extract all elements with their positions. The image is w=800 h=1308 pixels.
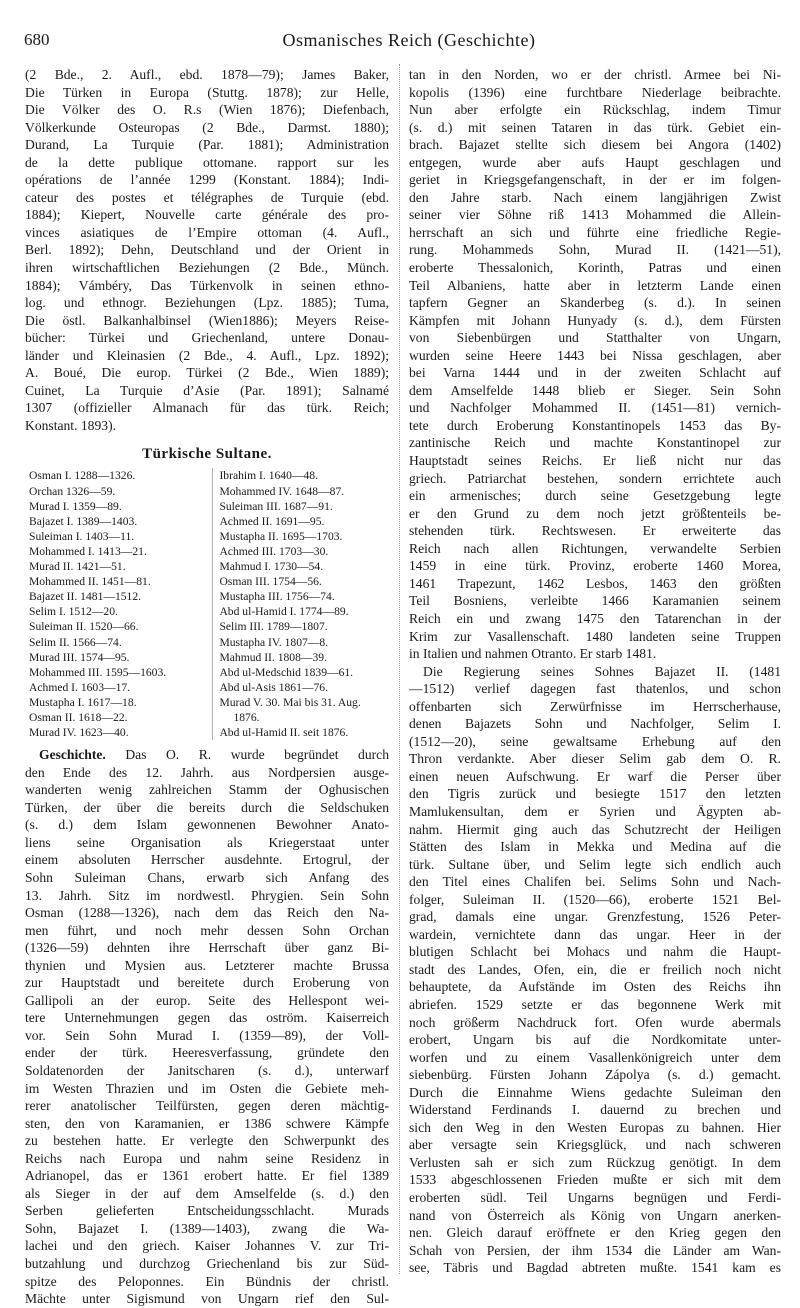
text-line: den Jahre starb. Nach einem langjährigen Zwist: [409, 189, 781, 205]
text-line: vor. Sein Sohn Murad I. (1359—89), der Voll-: [25, 1027, 389, 1043]
text-line: noch größerm Nachdruck fort. Ofen wurde abermals: [409, 1014, 781, 1030]
text-line: liens seine Organisation als Kriegerstaat unter: [25, 834, 389, 850]
text-line: ein armenisches; durch seine Gesetzgebung legte: [409, 488, 781, 504]
text-line: spitze des Peloponnes. Ein Bündnis der christl.: [25, 1273, 389, 1289]
sultan-entry: Bajazet I. 1389—1403.: [29, 514, 138, 528]
text-line: Durand, La Turquie (Par. 1881); Administration: [25, 137, 389, 153]
text-line: Sohn, Bajazet I. (1389—1403), zwang die Wa-: [25, 1220, 389, 1236]
text-line: Durch die Einnahme Wiens gedachte Suleiman den: [409, 1084, 781, 1100]
sultan-entry: Mustapha I. 1617—18.: [29, 695, 137, 709]
sultans-list: [29, 468, 389, 740]
text-line: aber versagte sein Kriegsglück, und nach schweren: [409, 1137, 781, 1153]
sultan-entry: Mohammed IV. 1648—87.: [219, 484, 345, 498]
text-line: Reich ein und zwang 1475 den Tatarenchan in der: [409, 610, 781, 626]
text-line: erobert, Ungarn bis auf die Nordkomitate unter-: [409, 1032, 781, 1048]
text-line: wanderten wenig zahlreichen Stamm der Oghusischen: [25, 782, 389, 798]
text-line: 13. Jahrh. Sitz im nordwestl. Phrygien. Sein Sohn: [25, 887, 389, 903]
text-line: den Tigris zurück und besiegte 1517 den letzten: [409, 786, 781, 802]
text-line: länder und Kleinasien (2 Bde., 4. Aufl., Lpz. 1892);: [25, 347, 389, 363]
text-line: herrschaft an sich und führte eine friedliche Regie-: [409, 224, 781, 240]
text-line: 1884); Kiepert, Nouvelle carte générale des pro-: [25, 207, 389, 223]
text-line: worfen und zu einem Vasallenkönigreich unter dem: [409, 1049, 781, 1065]
text-line: Reichs nach Europa und nahm seine Residenz in: [25, 1150, 389, 1166]
text-line: Teil Bosniens, verleibte 1466 Karamanien seinem: [409, 593, 781, 609]
text-line: (1326—59) dehnten ihre Herrschaft über ganz Bi-: [25, 940, 389, 956]
text-line: 1884); Vámbéry, Das Türkenvolk in seinen ethno-: [25, 277, 389, 293]
text-line: Soldatenorden der Janitscharen (s. d.), unterwarf: [25, 1063, 389, 1079]
text-line: von Siebenbürgen und Statthalter von Ungarn,: [409, 330, 781, 346]
sultans-heading: Türkische Sultane.: [142, 446, 272, 463]
text-line: und Nachfolger Mohammed II. (1451—81) vernich-: [409, 400, 781, 416]
text-line: Adrianopel, das er 1361 erobert hatte. Er fiel 1389: [25, 1168, 389, 1184]
text-line: Osman (1288—1326), nach dem das Reich den Na-: [25, 905, 389, 921]
text-line: tere Unternehmungen gegen das oström. Kaiserreich: [25, 1010, 389, 1026]
text-line: zur Hauptstadt und bereitete durch Eroberung von: [25, 975, 389, 991]
sultan-entry: 1876.: [233, 710, 260, 724]
text-line: folger, Suleiman II. (1520—66), eroberte 1521 Bel-: [409, 891, 781, 907]
text-line: tan in den Norden, wo er der christl. Armee bei Ni-: [409, 67, 781, 82]
sultan-entry: Selim III. 1789—1807.: [219, 620, 328, 634]
text-line: Die Völker des O. R.s (Wien 1876); Diefenbach,: [25, 102, 389, 118]
text-line: sich den Weg in den Westen Europas zu bahnen. Hier: [409, 1119, 781, 1135]
sultan-entry: Abd ul-Hamid I. 1774—89.: [219, 605, 349, 619]
text-line: Nun aber erfolgte ein Rückschlag, indem Timur: [409, 102, 781, 118]
sultan-entry: Murad IV. 1623—40.: [29, 726, 129, 740]
text-line: Völkerkunde Osteuropas (2 Bde., Darmst. 1880);: [25, 119, 389, 135]
text-line: geriet in Kriegsgefangenschaft, in der er im folgen-: [409, 172, 781, 188]
text-line: eroberten südl. Teil Ungarns begnügen und Ferdi-: [409, 1190, 781, 1205]
text-line: men führt, und noch mehr dessen Sohn Orchan: [25, 922, 389, 938]
text-line: —1512) verlief dagegen fast thatenlos, und schon: [409, 681, 781, 697]
text-line: (2 Bde., 2. Aufl., ebd. 1878—79); James Baker,: [25, 67, 389, 82]
text-line: de la dette publique ottomane. rapport sur les: [25, 154, 389, 170]
sultan-entry: Suleiman I. 1403—11.: [29, 529, 135, 543]
right-column: [409, 66, 781, 1277]
text-line: 1461 Trapezunt, 1462 Lesbos, 1463 den größten: [409, 575, 781, 591]
text-line: see, Täbris und Bagdad abtreten mußte. 1541 kam es: [409, 1260, 781, 1276]
history-paragraph-2: [409, 663, 781, 1277]
text-line: ender der türk. Heeresverfassung, gründete den: [25, 1045, 389, 1061]
text-line: offenbarten sich Zerwürfnisse im Herrscherhause,: [409, 698, 781, 714]
text-line: sten, den von Karamanien, er 1386 schwere Kämpfe: [25, 1115, 389, 1131]
text-line: bücher: Türkei und Griechenland, untere Donau-: [25, 330, 389, 346]
text-line: rung. Mohammeds Sohn, Murad II. (1421—51),: [409, 242, 781, 258]
text-line: den Titel eines Chalifen bei. Selims Sohn und Nach-: [409, 874, 781, 890]
text-line: denen Bajazets Sohn und Nachfolger, Selim I.: [409, 716, 781, 732]
text-line: wardein, vernichtete dann das ungar. Heer in der: [409, 926, 781, 942]
sultan-entry: Selim II. 1566—74.: [29, 635, 122, 649]
text-line: 1533 abgeschlossenen Frieden mußte er sich mit dem: [409, 1172, 781, 1188]
text-line: Gallipoli an der europ. Seite des Hellespont wei-: [25, 992, 389, 1008]
text-line: dem Amselfelde 1448 blieb er Sieger. Sein Sohn: [409, 382, 781, 398]
text-line: 1459 in eine türk. Provinz, eroberte 1460 Morea,: [409, 558, 781, 574]
running-title: Osmanisches Reich (Geschichte): [282, 30, 536, 50]
text-line: Krim zur Vasallenschaft. 1480 landeten seine Truppen: [409, 628, 781, 644]
text-line: Mamlukensultan, dem er Syrien und Ägypten ab-: [409, 803, 781, 819]
text-line: Stätten des Islam in Mekka und Medina auf die: [409, 839, 781, 855]
sultan-entry: Osman III. 1754—56.: [219, 575, 322, 589]
sultan-entry: Mustapha IV. 1807—8.: [219, 635, 329, 649]
text-line: türk. Sultane über, und Selim legte sich endlich auch: [409, 856, 781, 872]
text-line: Kämpfen mit Johann Hunyady (s. d.), dem Fürsten: [409, 312, 781, 328]
text-line: kopolis (1396) eine furchtbare Niederlage beibrachte.: [409, 84, 781, 100]
column-divider: [399, 64, 400, 1274]
sultan-entry: Murad II. 1421—51.: [29, 560, 126, 574]
sultan-entry: Achmed III. 1703—30.: [219, 544, 329, 558]
text-line: wurden seine Heere 1443 bei Nissa geschlagen, aber: [409, 347, 781, 363]
sultan-entry: Abd ul-Hamid II. seit 1876.: [219, 726, 349, 740]
text-line: (1512—20), seine gewaltsame Erhebung auf den: [409, 733, 781, 749]
text-line: nen. Gleich darauf eröffnete er den Krieg gegen den: [409, 1225, 781, 1241]
text-line: abriefen. 1529 setzte er das begonnene Werk mit: [409, 996, 781, 1012]
text-line: nand von Österreich als König von Ungarn anerken-: [409, 1207, 781, 1223]
text-line: seiner vier Söhne riß 1413 Mohammed die Allein-: [409, 207, 781, 223]
sultan-entry: Mustapha III. 1756—74.: [219, 590, 335, 604]
sultan-entry: Achmed I. 1603—17.: [29, 680, 131, 694]
sultan-entry: Murad V. 30. Mai bis 31. Aug.: [219, 695, 361, 709]
sultan-entry: Abd ul-Asis 1861—76.: [219, 680, 328, 694]
sultan-entry: Mahmud I. 1730—54.: [219, 560, 324, 574]
sultan-entry: Mohammed II. 1451—81.: [29, 575, 151, 589]
text-line: vinces asiatiques de l’Empire ottoman (4. Aufl.,: [25, 224, 389, 240]
history-first-line-text: Das O. R. wurde begründet durch: [105, 747, 389, 763]
sultan-entry: Orchan 1326—59.: [29, 484, 116, 498]
sultan-entry: Abd ul-Medschid 1839—61.: [219, 665, 354, 679]
text-line: brach. Bajazet stellte sich diesem bei Angora (1402): [409, 137, 781, 153]
text-line: A. Boué, Die europ. Türkei (2 Bde., Wien 1889);: [25, 365, 389, 381]
text-line: griech. Patriarchat bestehen, sondern errichtete auch: [409, 470, 781, 486]
text-line: er den Grund zu dem noch jetzt größtenteils be-: [409, 505, 781, 521]
text-line: Sohn Suleiman Chans, erwarb sich Anfang des: [25, 870, 389, 885]
history-first-line: [25, 746, 389, 764]
text-line: butzahlung und durchzog Griechenland bis zur Süd-: [25, 1256, 389, 1272]
sultan-entry: Osman I. 1288—1326.: [29, 469, 136, 483]
sultan-entry: Suleiman III. 1687—91.: [219, 499, 333, 513]
text-line: Verlusten sah er sich zum Rückzug genötigt. In dem: [409, 1154, 781, 1170]
sultan-entry: Murad III. 1574—95.: [29, 650, 130, 664]
text-line: bei Varna 1444 und in der zweiten Schlacht auf: [409, 365, 781, 381]
text-line: cateur des postes et télégraphes de Turquie (ebd.: [25, 189, 389, 205]
history-paragraph-1: [409, 66, 781, 663]
text-line: stadt des Landes, Ofen, ein, die er freilich noch nicht: [409, 961, 781, 977]
text-line: Berl. 1892); Dehn, Deutschland und der Orient in: [25, 242, 389, 258]
history-section: [25, 746, 389, 1308]
text-line: stehenden türk. Rechtswesen. Er erweiterte das: [409, 523, 781, 539]
text-line: siebenbürg. Fürsten Johann Zápolya (s. d.) gemacht.: [409, 1067, 781, 1083]
sultan-entry: Selim I. 1512—20.: [29, 605, 118, 619]
text-line: Die Regierung seines Sohnes Bajazet II. (1481: [423, 663, 781, 679]
page-number: 680: [24, 30, 50, 49]
bibliography: [25, 66, 389, 434]
text-line: Serben gelieferten Entscheidungsschlacht. Murads: [25, 1203, 389, 1219]
text-line: thynien und Mysien aus. Letzterer machte Brussa: [25, 957, 389, 973]
text-line: Die östl. Balkanhalbinsel (Wien1886); Meyers Reise-: [25, 312, 389, 328]
text-line: einem absoluten Herrscher ausdehnte. Ertogrul, der: [25, 852, 389, 868]
text-line: Reich nach allen Richtungen, verwandelte Serbien: [409, 540, 781, 556]
text-line: Cuinet, La Turquie d’Asie (Par. 1891); Salnamé: [25, 382, 389, 398]
text-line: in Italien und nahmen Otranto. Er starb 1481.: [409, 646, 657, 662]
sultan-entry: Bajazet II. 1481—1512.: [29, 590, 142, 604]
text-line: zu bestehen hatte. Er verlegte den Schwerpunkt des: [25, 1133, 389, 1149]
sultan-entry: Mohammed III. 1595—1603.: [29, 665, 167, 679]
text-line: (s. d.) dem Islam gewonnenen Bewohner Anato-: [25, 817, 389, 833]
text-line: entgegen, wurde aber aufs Haupt geschlagen und: [409, 154, 781, 170]
text-line: 1307 (offizieller Almanach für das türk. Reich;: [25, 400, 389, 416]
sultan-entry: Ibrahim I. 1640—48.: [219, 469, 318, 483]
sultan-entry: Achmed II. 1691—95.: [219, 514, 325, 528]
sultan-entry: Mahmud II. 1808—39.: [219, 650, 327, 664]
text-line: Mächte unter Sigismund von Ungarn rief den Sul-: [25, 1291, 389, 1307]
text-line: tapfern Gegner an Skanderbeg (s. d.). In seinen: [409, 295, 781, 311]
text-line: Hauptstadt seines Reichs. Er ließ nicht nur das: [409, 453, 781, 469]
sultan-entry: Mohammed I. 1413—21.: [29, 544, 147, 558]
page-header: [24, 30, 794, 54]
sultans-list-left: [29, 468, 206, 740]
text-line: Teil Albaniens, hatte aber in letzterm Lande einen: [409, 277, 781, 293]
text-line: Konstant. 1893).: [25, 417, 116, 433]
text-line: blutigen Schlacht bei Mohacs und nahm die Haupt-: [409, 944, 781, 960]
text-line: (s. d.) mit seinen Tataren in das türk. Gebiet ein-: [409, 119, 781, 135]
text-line: ihren wirtschaftlichen Beziehungen (2 Bde., Münch.: [25, 260, 389, 276]
sultan-entry: Mustapha II. 1695—1703.: [219, 529, 343, 543]
text-line: log. und ethnogr. Beziehungen (Lpz. 1885); Tuma,: [25, 295, 389, 311]
text-line: eroberte Thessalonich, Korinth, Patras und einen: [409, 260, 781, 276]
sultan-entry: Suleiman II. 1520—66.: [29, 620, 139, 634]
left-column: [25, 66, 389, 1308]
text-line: grad, damals eine ungar. Grenzfestung, 1526 Peter-: [409, 909, 781, 925]
text-line: lachei und den griech. Kaiser Johannes V. zur Tri-: [25, 1238, 389, 1254]
text-line: rerer anatolischer Teilfürsten, gegen deren mächtig-: [25, 1098, 389, 1114]
text-line: opérations de l’année 1299 (Konstant. 1884); Indi-: [25, 172, 389, 188]
sultan-entry: Osman II. 1618—22.: [29, 710, 128, 724]
text-line: Schah von Persien, der ihm 1534 die Länder am Wan-: [409, 1242, 781, 1258]
text-line: Die Türken in Europa (Stuttg. 1878); zur Helle,: [25, 84, 389, 100]
text-line: im Westen Thrazien und im Osten die Gebiete meh-: [25, 1080, 389, 1096]
text-line: zantinische Reich und machte Konstantinopel zur: [409, 435, 781, 451]
text-line: einen neuen Aufschwung. Er warf die Perser über: [409, 768, 781, 784]
text-line: Türken, der über die bereits durch die Seldschuken: [25, 799, 389, 815]
history-heading: Geschichte.: [39, 747, 106, 763]
text-line: nahm. Hiermit ging auch das Schutzrecht der Heiligen: [409, 821, 781, 837]
text-line: behauptete, da Aufstände im Osten des Reichs ihn: [409, 979, 781, 995]
sultans-list-right: [212, 468, 389, 740]
history-text: [25, 764, 389, 1308]
text-line: den Ende des 12. Jahrh. aus Nordpersien ausge-: [25, 764, 389, 780]
text-line: tete durch Eroberung Konstantinopels 1453 das By-: [409, 417, 781, 433]
text-line: Widerstand Ferdinands I. dauernd zu brechen und: [409, 1102, 781, 1118]
text-line: als Sieger in der auf dem Amselfelde (s. d.) den: [25, 1185, 389, 1201]
sultan-entry: Murad I. 1359—89.: [29, 499, 122, 513]
text-line: Thron verdankte. Aber dieser Selim gab dem O. R.: [409, 751, 781, 767]
